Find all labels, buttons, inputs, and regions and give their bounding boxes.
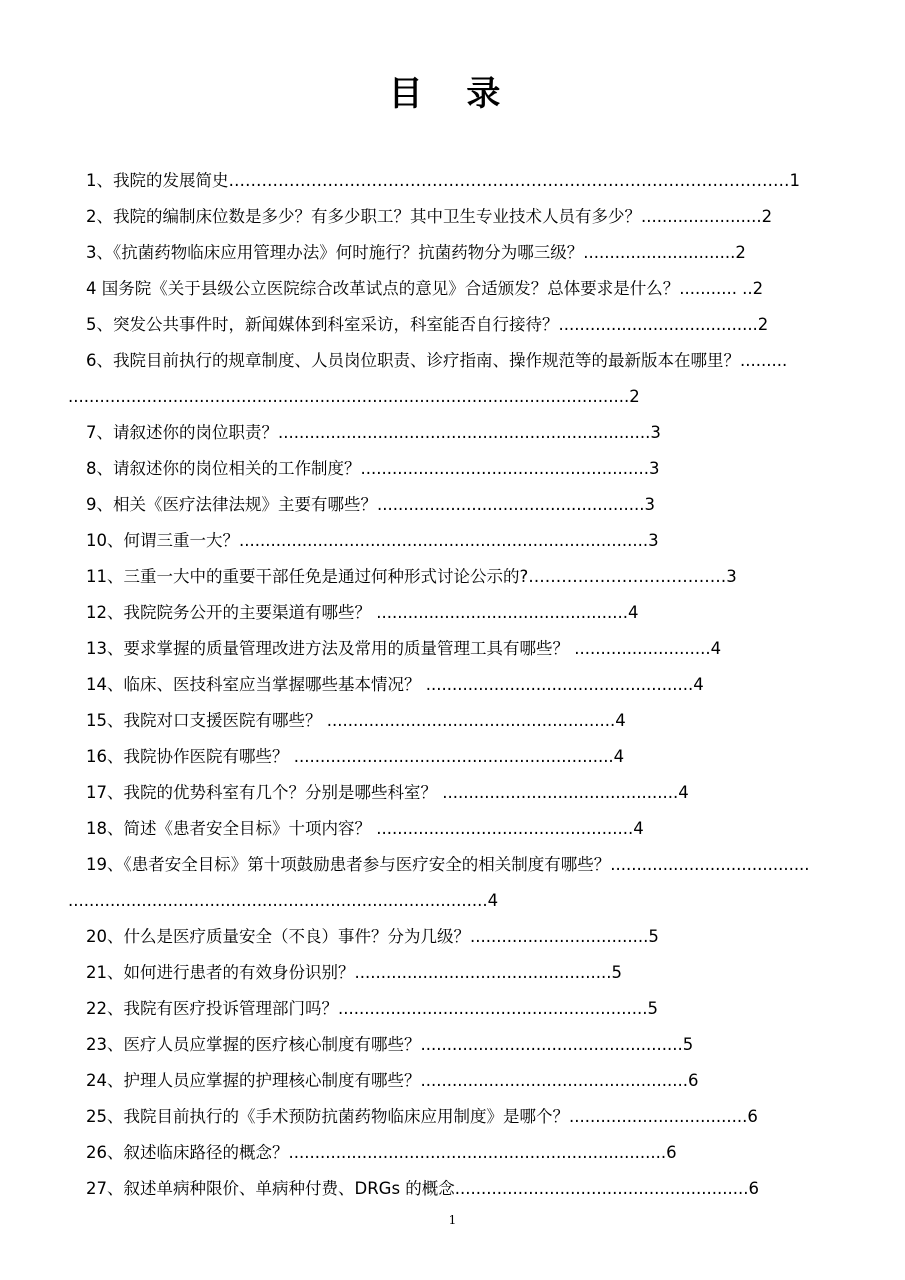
toc-entry-2[interactable]: 2、我院的编制床位数是多少？有多少职工？其中卫生专业技术人员有多少？.......................2 xyxy=(86,207,773,226)
toc-entry-5[interactable]: 5、突发公共事件时，新闻媒体到科室采访，科室能否自行接待？......................................2 xyxy=(86,315,769,334)
toc-entry-15[interactable]: 15、我院对口支援医院有哪些？ .......................................................4 xyxy=(86,711,626,730)
toc-entry-3[interactable]: 3、《抗菌药物临床应用管理办法》何时施行？抗菌药物分为哪三级？.............................2 xyxy=(86,243,746,262)
toc-entry-1[interactable]: 1、我院的发展简史…………………………………………………………………………………………1 xyxy=(86,171,800,190)
toc-entry-11[interactable]: 11、三重一大中的重要干部任免是通过何种形式讨论公示的?………………………………3 xyxy=(86,567,737,586)
toc-entry-27[interactable]: 27、叙述单病种限价、单病种付费、DRGs 的概念........................................................6 xyxy=(86,1179,760,1198)
toc-entry-9[interactable]: 9、相关《医疗法律法规》主要有哪些？...................................................3 xyxy=(86,495,655,514)
page-title: 目 录 xyxy=(388,74,517,114)
toc-entry-6[interactable]: 6、我院目前执行的规章制度、人员岗位职责、诊疗指南、操作规范等的最新版本在哪里？......... xyxy=(86,351,788,370)
toc-entry-14[interactable]: 14、临床、医技科室应当掌握哪些基本情况？ ...................................................4 xyxy=(86,675,704,694)
page-number: 1 xyxy=(448,1213,457,1227)
toc-entry-17[interactable]: 17、我院的优势科室有几个？分别是哪些科室？ .............................................4 xyxy=(86,783,689,802)
toc-entry-10[interactable]: 10、何谓三重一大？..............................................................................3 xyxy=(86,531,659,550)
toc-entry-4[interactable]: 4 国务院《关于县级公立医院综合改革试点的意见》合适颁发？总体要求是什么？........... ..2 xyxy=(86,279,764,298)
toc-entry-26[interactable]: 26、叙述临床路径的概念？........................................................................6 xyxy=(86,1143,677,1162)
toc-entry-22[interactable]: 22、我院有医疗投诉管理部门吗？...........................................................5 xyxy=(86,999,658,1018)
toc-entry-24[interactable]: 24、护理人员应掌握的护理核心制度有哪些？...................................................6 xyxy=(86,1071,699,1090)
toc-entry-12[interactable]: 12、我院院务公开的主要渠道有哪些？ ................................................4 xyxy=(86,603,639,622)
toc-entry-6-continuation[interactable]: ...........................................................................................................2 xyxy=(68,387,640,406)
toc-entry-16[interactable]: 16、我院协作医院有哪些？ .............................................................4 xyxy=(86,747,625,766)
toc-entry-20[interactable]: 20、什么是医疗质量安全（不良）事件？分为几级？..................................5 xyxy=(86,927,659,946)
toc-entry-23[interactable]: 23、医疗人员应掌握的医疗核心制度有哪些？..................................................5 xyxy=(86,1035,694,1054)
toc-entry-13[interactable]: 13、要求掌握的质量管理改进方法及常用的质量管理工具有哪些？ ..........................4 xyxy=(86,639,722,658)
toc-entry-18[interactable]: 18、简述《患者安全目标》十项内容？ .................................................4 xyxy=(86,819,644,838)
toc-entry-7[interactable]: 7、请叙述你的岗位职责？.......................................................................3 xyxy=(86,423,661,442)
toc-entry-8[interactable]: 8、请叙述你的岗位相关的工作制度？.......................................................3 xyxy=(86,459,660,478)
toc-entry-21[interactable]: 21、如何进行患者的有效身份识别？.................................................5 xyxy=(86,963,622,982)
toc-entry-19-continuation[interactable]: ................................................................................4 xyxy=(68,891,499,910)
toc-entry-25[interactable]: 25、我院目前执行的《手术预防抗菌药物临床应用制度》是哪个？..................................6 xyxy=(86,1107,758,1126)
toc-entry-19[interactable]: 19、《患者安全目标》第十项鼓励患者参与医疗安全的相关制度有哪些？...................................... xyxy=(86,855,810,874)
